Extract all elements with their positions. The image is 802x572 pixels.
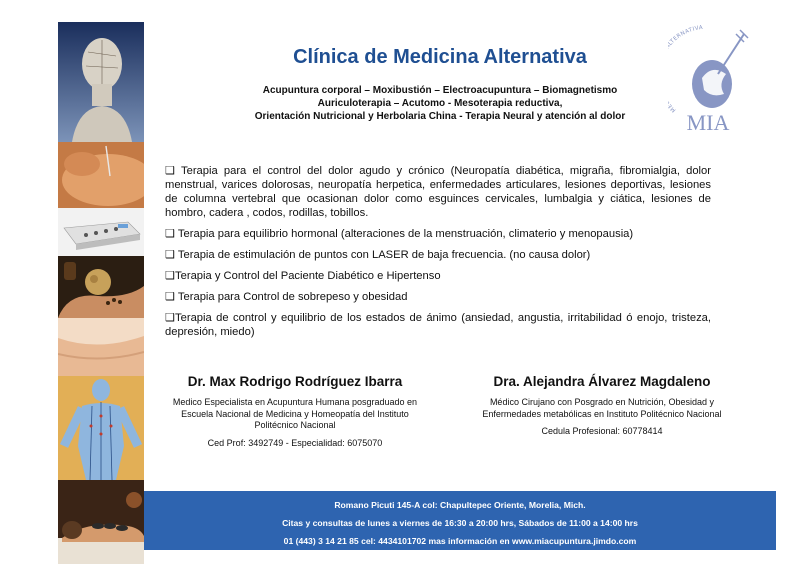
contact-footer bbox=[144, 491, 776, 550]
mia-logo bbox=[668, 24, 750, 136]
therapy-list bbox=[165, 164, 711, 346]
doctor-2-credentials: Cedula Profesional: 60778414 bbox=[541, 426, 663, 436]
doctor-1-description: Medico Especialista en Acupuntura Humana posgraduado en Escuela Nacional de Medicina y Homeopatía del Instituto Politécnico Nacional bbox=[172, 397, 418, 430]
meridian-body-photo bbox=[58, 376, 144, 480]
services-line-1: Acupuntura corporal – Moxibustión – Electroacupuntura – Biomagnetismo bbox=[262, 85, 618, 96]
electroacupuncture-device-photo bbox=[58, 208, 144, 256]
doctor-1-name: Dr. Max Rodrigo Rodríguez Ibarra bbox=[187, 374, 403, 389]
doctor-2-description: Médico Cirujano con Posgrado en Nutrición, Obesidad y Enfermedades metabólicas en Instituto Politécnico Nacional bbox=[482, 397, 722, 419]
logo-arc-text: M LTERNATIVA bbox=[668, 24, 704, 113]
footer-hours: Citas y consultas de lunes a viernes de 16:30 a 20:00 hrs, Sábados de 11:00 a 14:00 hrs bbox=[282, 518, 638, 528]
photo-strip bbox=[58, 22, 144, 564]
footer-contact: 01 (443) 3 14 21 85 cel: 4434101702 mas información en www.miacupuntura.jimdo.com bbox=[283, 536, 637, 546]
list-item: ❑ Terapia de estimulación de puntos con LASER de baja frecuencia. (no causa dolor) bbox=[165, 249, 591, 261]
back-massage-photo bbox=[58, 318, 144, 376]
list-item: ❑Terapia y Control del Paciente Diabético e Hipertenso bbox=[165, 270, 441, 282]
doctor-1-credentials: Ced Prof: 3492749 - Especialidad: 6075070 bbox=[207, 438, 383, 448]
list-item: ❑ Terapia para el control del dolor agudo y crónico (Neuropatía diabética, migraña, fibromialgia, dolor menstrual, varices dolorosas, neuropatía herpetica, enfermedades articulares, lesiones deportivas, lesiones de columna vertebral que ocasionan dolor como esguinces cervicales, lumbalgia y ciática, lesiones de hombro, cadera , codos, rodillas, tobillos. bbox=[165, 165, 711, 219]
herbs-hand-photo bbox=[58, 256, 144, 318]
footer-address: Romano Picuti 145-A col: Chapultepec Oriente, Morelia, Mich. bbox=[334, 500, 586, 510]
list-item: ❑ Terapia para Control de sobrepeso y obesidad bbox=[165, 291, 408, 303]
clinic-title: Clínica de Medicina Alternativa bbox=[293, 46, 587, 68]
needle-skin-photo bbox=[58, 142, 144, 208]
spa-stones-photo bbox=[58, 480, 144, 564]
doctor-2-name: Dra. Alejandra Álvarez Magdaleno bbox=[493, 374, 711, 389]
list-item: ❑Terapia de control y equilibrio de los estados de ánimo (ansiedad, angustia, irritabilidad ó enojo, tristeza, depresión, miedo) bbox=[165, 312, 711, 338]
acupuncture-head-photo bbox=[58, 22, 144, 142]
services-line-3: Orientación Nutricional y Herbolaria China - Terapia Neural y atención al dolor bbox=[254, 111, 626, 122]
list-item: ❑ Terapia para equilibrio hormonal (alteraciones de la menstruación, climaterio y menopausia) bbox=[165, 228, 634, 240]
logo-text: MIA bbox=[686, 110, 730, 135]
services-line-2: Auriculoterapia – Acutomo - Mesoterapia reductiva, bbox=[317, 98, 563, 109]
